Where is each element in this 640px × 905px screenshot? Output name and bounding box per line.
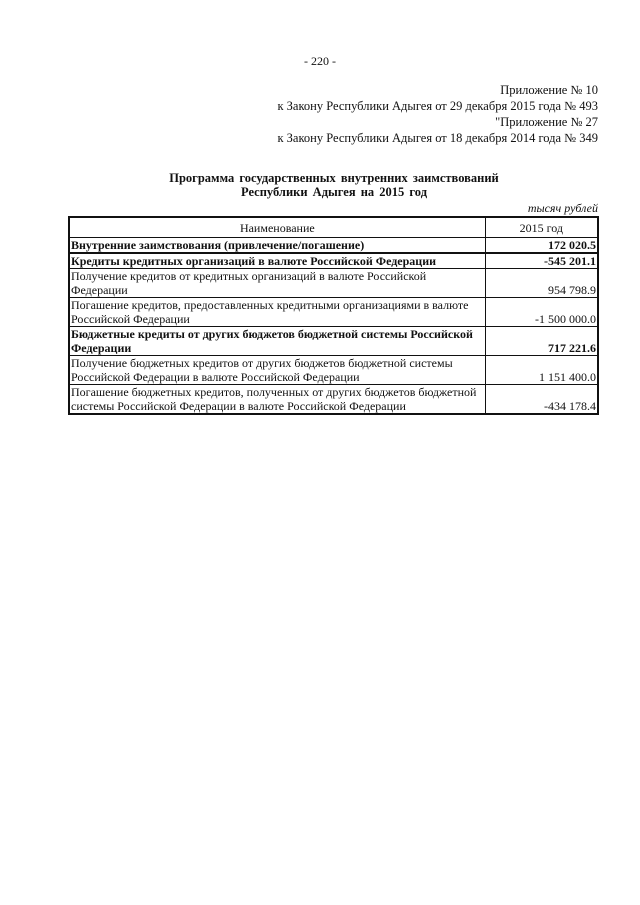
table-row-domestic-borrowings <box>69 238 598 254</box>
table-row-bank-credits-repaid <box>69 298 598 327</box>
row-name: Бюджетные кредиты от других бюджетов бюджетной системы Российской Федерации <box>69 327 485 356</box>
row-value: 172 020.5 <box>485 238 598 254</box>
document-title-line-2: Республики Адыгея на 2015 год <box>240 185 428 199</box>
units-label: тысяч рублей <box>527 201 598 215</box>
row-value: -434 178.4 <box>485 385 598 415</box>
column-header-year: 2015 год <box>485 217 598 238</box>
row-name: Внутренние заимствования (привлечение/погашение) <box>69 238 485 254</box>
row-name: Погашение кредитов, предоставленных кредитными организациями в валюте Российской Федерации <box>69 298 485 327</box>
column-header-name: Наименование <box>69 217 485 238</box>
row-value: -1 500 000.0 <box>485 298 598 327</box>
appendix-original-number: "Приложение № 27 <box>495 115 598 129</box>
document-title <box>0 171 640 199</box>
table-row-budget-credits <box>69 327 598 356</box>
row-value: 717 221.6 <box>485 327 598 356</box>
appendix-original-law: к Закону Республики Адыгея от 18 декабря 2014 года № 349 <box>277 131 598 145</box>
appendix-current-law: к Закону Республики Адыгея от 29 декабря 2015 года № 493 <box>277 99 598 113</box>
table-row-budget-credits-received <box>69 356 598 385</box>
table-row-bank-credits-received <box>69 269 598 298</box>
table-row-bank-credits <box>69 253 598 269</box>
row-name: Получение бюджетных кредитов от других бюджетов бюджетной системы Российской Федерации в валюте Российской Федерации <box>69 356 485 385</box>
appendix-current-reference <box>277 82 598 114</box>
page-number: - 220 - <box>304 54 336 68</box>
appendix-current-number: Приложение № 10 <box>500 83 598 97</box>
appendix-original-reference <box>277 114 598 146</box>
row-name: Кредиты кредитных организаций в валюте Российской Федерации <box>69 253 485 269</box>
document-title-line-1: Программа государственных внутренних заимствований <box>169 171 499 185</box>
row-value: -545 201.1 <box>485 253 598 269</box>
row-name: Получение кредитов от кредитных организаций в валюте Российской Федерации <box>69 269 485 298</box>
borrowings-table <box>68 216 599 415</box>
row-value: 954 798.9 <box>485 269 598 298</box>
row-value: 1 151 400.0 <box>485 356 598 385</box>
row-name: Погашение бюджетных кредитов, полученных от других бюджетов бюджетной системы Российской Федерации в валюте Российской Федерации <box>69 385 485 415</box>
table-row-budget-credits-repaid <box>69 385 598 415</box>
table-header-row <box>69 217 598 238</box>
